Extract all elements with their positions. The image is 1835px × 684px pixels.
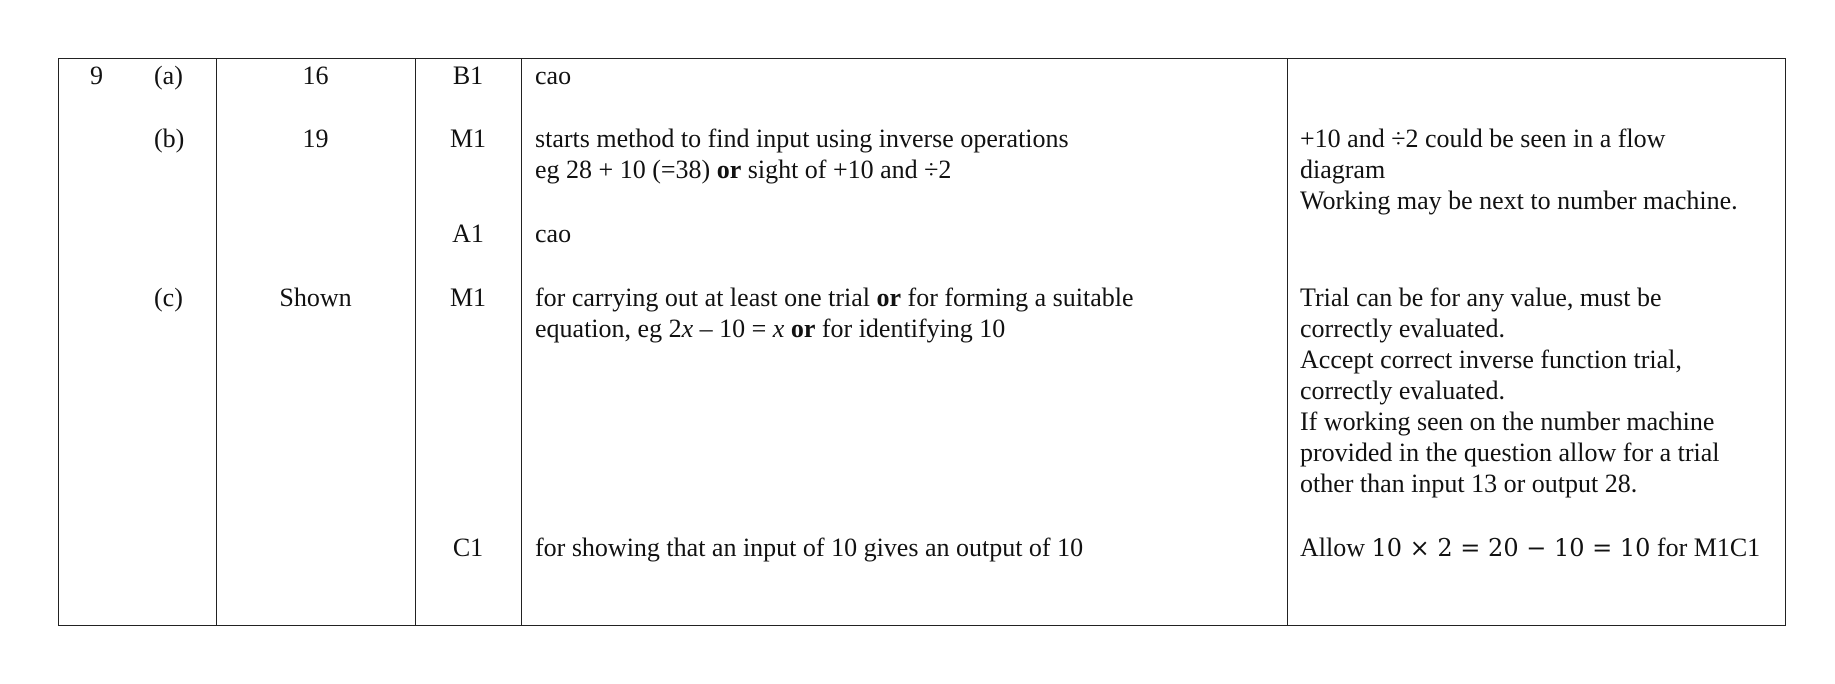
part-label-b: (b) [154, 124, 185, 153]
guidance-c-c1: for showing that an input of 10 gives an output of 10 [535, 533, 1084, 562]
guidance-c-m1-var-x2: x [772, 314, 785, 343]
guidance-c-m1-line1-or: or [876, 283, 902, 312]
note-c-m1-line6: provided in the question allow for a trial [1300, 438, 1720, 467]
note-c-m1-line5: If working seen on the number machine [1300, 407, 1715, 436]
guidance-b-a1: cao [535, 219, 572, 248]
answer-a: 16 [302, 61, 329, 90]
guidance-c-m1-line1-post: for forming a suitable [901, 283, 1134, 312]
part-label-a: (a) [154, 61, 183, 90]
guidance-b-m1-line2-post: sight of +10 and ÷2 [741, 155, 952, 184]
guidance-b-m1-line2-pre: eg 28 + 10 (=38) [535, 155, 717, 184]
guidance-b-m1-line2-or: or [716, 155, 742, 184]
part-label-c: (c) [154, 283, 183, 312]
guidance-c-m1-line2-mid: – 10 = [693, 314, 773, 343]
mark-code-c-c1: C1 [452, 533, 484, 562]
note-c-c1 [1300, 532, 1760, 564]
answer-b: 19 [302, 124, 329, 153]
note-c-c1-math: 10 × 2 = 20 − 10 = 10 [1371, 534, 1651, 562]
guidance-b-m1-line2 [535, 154, 951, 185]
note-b-m1-line3: Working may be next to number machine. [1300, 186, 1738, 215]
note-c-m1-line7: other than input 13 or output 28. [1300, 469, 1638, 498]
mark-code-a-b1: B1 [452, 61, 484, 90]
mark-code-c-m1: M1 [449, 283, 487, 312]
note-c-m1-line2: correctly evaluated. [1300, 314, 1505, 343]
guidance-c-m1-line1 [535, 282, 1134, 313]
guidance-c-m1-line1-pre: for carrying out at least one trial [535, 283, 877, 312]
note-b-m1-line2: diagram [1300, 155, 1386, 184]
note-c-c1-pre: Allow [1300, 533, 1372, 562]
note-c-m1-line3: Accept correct inverse function trial, [1300, 345, 1682, 374]
note-b-m1-line1: +10 and ÷2 could be seen in a flow [1300, 124, 1666, 153]
note-c-c1-post: for M1C1 [1650, 533, 1761, 562]
guidance-c-m1-line2-post: for identifying 10 [815, 314, 1006, 343]
column-divider-guidance [521, 58, 522, 626]
guidance-c-m1-var-x1: x [681, 314, 694, 343]
question-number: 9 [90, 61, 103, 90]
guidance-b-m1-line1: starts method to find input using inverse operations [535, 124, 1069, 153]
mark-code-b-m1: M1 [449, 124, 487, 153]
guidance-c-m1-line2 [535, 313, 1005, 344]
answer-c: Shown [279, 283, 352, 312]
guidance-c-m1-line2-pre: equation, eg 2 [535, 314, 682, 343]
column-divider-notes [1287, 58, 1288, 626]
guidance-c-m1-line2-or: or [790, 314, 816, 343]
mark-code-b-a1: A1 [452, 219, 484, 248]
note-c-m1-line1: Trial can be for any value, must be [1300, 283, 1662, 312]
note-c-m1-line4: correctly evaluated. [1300, 376, 1505, 405]
guidance-a-b1: cao [535, 61, 572, 90]
